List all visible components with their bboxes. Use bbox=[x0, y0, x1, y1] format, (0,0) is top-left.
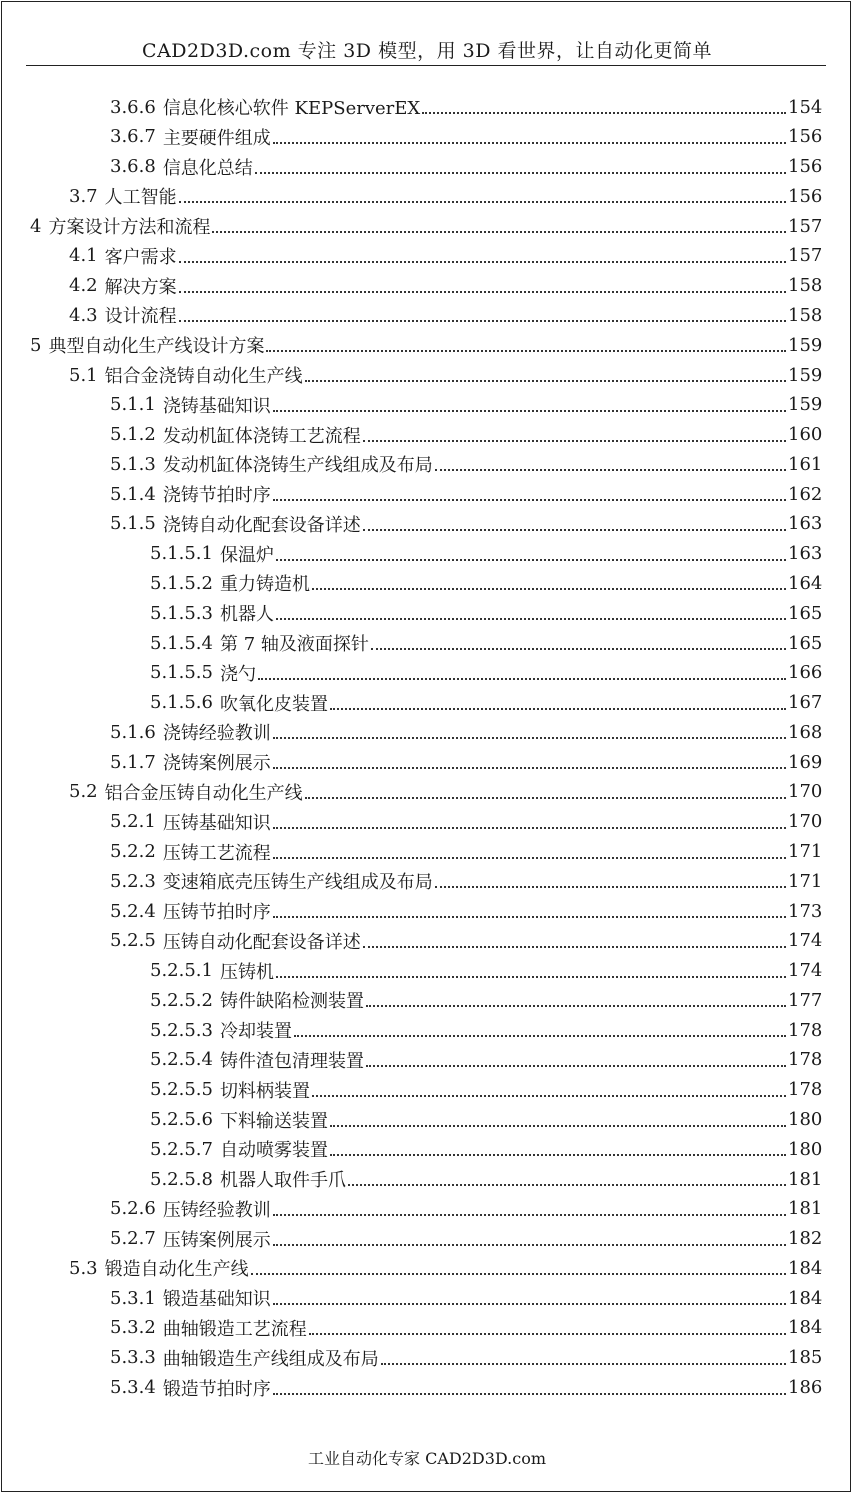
toc-dot-leader bbox=[366, 1049, 786, 1067]
toc-dot-leader bbox=[273, 394, 786, 412]
toc-dot-leader bbox=[255, 156, 786, 174]
page-footer: 工业自动化专家 CAD2D3D.com bbox=[307, 1449, 546, 1468]
toc-entry-page-number: 170 bbox=[788, 811, 823, 833]
toc-entry-title: 浇铸案例展示 bbox=[162, 753, 271, 775]
toc-entry-title: 变速箱底壳压铸生产线组成及布局 bbox=[162, 872, 433, 894]
toc-dot-leader bbox=[273, 721, 786, 739]
toc-entry-title: 方案设计方法和流程 bbox=[48, 217, 211, 239]
toc-entry-page-number: 178 bbox=[788, 1019, 823, 1041]
toc-entry-number: 5.2 bbox=[69, 781, 98, 803]
toc-entry-title: 浇铸经验教训 bbox=[162, 723, 271, 745]
toc-entry[interactable] bbox=[150, 985, 822, 1015]
toc-entry[interactable] bbox=[110, 837, 822, 867]
toc-entry[interactable] bbox=[69, 271, 822, 301]
toc-entry-number: 4 bbox=[30, 215, 42, 237]
toc-entry[interactable] bbox=[110, 1224, 822, 1254]
toc-entry[interactable] bbox=[110, 92, 822, 122]
toc-entry-title: 铸件渣包清理装置 bbox=[219, 1050, 364, 1072]
toc-entry[interactable] bbox=[110, 152, 822, 182]
toc-entry-page-number: 157 bbox=[788, 245, 823, 267]
toc-entry-number: 5.2.5.6 bbox=[150, 1109, 213, 1131]
toc-entry-page-number: 167 bbox=[788, 692, 823, 714]
toc-entry-title: 铝合金浇铸自动化生产线 bbox=[104, 366, 303, 388]
toc-entry-title: 下料输送装置 bbox=[219, 1110, 328, 1132]
toc-dot-leader bbox=[294, 1019, 786, 1037]
toc-entry-number: 5.2.5 bbox=[110, 930, 156, 952]
toc-entry-title: 曲轴锻造生产线组成及布局 bbox=[162, 1348, 379, 1370]
toc-entry[interactable] bbox=[150, 1075, 822, 1105]
toc-entry-page-number: 186 bbox=[788, 1377, 823, 1399]
toc-entry-number: 5.2.5.1 bbox=[150, 960, 213, 982]
toc-entry-page-number: 168 bbox=[788, 721, 823, 743]
toc-entry-page-number: 156 bbox=[788, 156, 823, 178]
toc-entry-title: 冷却装置 bbox=[219, 1021, 292, 1043]
toc-entry-number: 5.1.5.6 bbox=[150, 692, 213, 714]
toc-entry-title: 重力铸造机 bbox=[219, 574, 310, 596]
toc-dot-leader bbox=[422, 96, 786, 114]
toc-entry-number: 5.1.1 bbox=[110, 394, 156, 416]
toc-entry-title: 机器人取件手爪 bbox=[219, 1170, 346, 1192]
toc-entry[interactable] bbox=[110, 1373, 822, 1403]
toc-entry-title: 浇铸自动化配套设备详述 bbox=[162, 514, 361, 536]
toc-entry-page-number: 178 bbox=[788, 1049, 823, 1071]
toc-entry[interactable] bbox=[110, 122, 822, 152]
toc-entry-page-number: 162 bbox=[788, 483, 823, 505]
toc-entry-number: 5 bbox=[30, 334, 42, 356]
toc-entry-page-number: 163 bbox=[788, 513, 823, 535]
toc-entry-page-number: 165 bbox=[788, 602, 823, 624]
toc-entry-number: 5.1.5.1 bbox=[150, 543, 213, 565]
toc-entry-title: 浇铸基础知识 bbox=[162, 395, 271, 417]
page-header: CAD2D3D.com 专注 3D 模型，用 3D 看世界，让自动化更简单 bbox=[142, 40, 712, 62]
toc-dot-leader bbox=[273, 751, 786, 769]
toc-entry[interactable] bbox=[110, 717, 822, 747]
toc-dot-leader bbox=[363, 513, 786, 531]
toc-entry[interactable] bbox=[150, 658, 822, 688]
toc-entry-page-number: 171 bbox=[788, 870, 823, 892]
toc-entry-title: 典型自动化生产线设计方案 bbox=[48, 336, 265, 358]
toc-entry-page-number: 180 bbox=[788, 1138, 823, 1160]
toc-entry-title: 保温炉 bbox=[219, 544, 274, 566]
toc-dot-leader bbox=[251, 1257, 786, 1275]
toc-dot-leader bbox=[212, 215, 786, 233]
toc-entry[interactable] bbox=[150, 1105, 822, 1135]
toc-entry-title: 设计流程 bbox=[104, 306, 177, 328]
toc-entry-page-number: 184 bbox=[788, 1287, 823, 1309]
toc-dot-leader bbox=[273, 1377, 786, 1395]
toc-dot-leader bbox=[273, 900, 786, 918]
toc-entry-number: 4.2 bbox=[69, 275, 98, 297]
toc-entry[interactable] bbox=[150, 628, 822, 658]
toc-dot-leader bbox=[273, 1287, 786, 1305]
toc-entry-page-number: 185 bbox=[788, 1347, 823, 1369]
toc-entry[interactable] bbox=[69, 241, 822, 271]
toc-entry-page-number: 184 bbox=[788, 1257, 823, 1279]
toc-entry-number: 5.2.6 bbox=[110, 1198, 156, 1220]
toc-dot-leader bbox=[330, 1109, 786, 1127]
toc-dot-leader bbox=[366, 989, 786, 1007]
toc-dot-leader bbox=[330, 692, 786, 710]
toc-entry-page-number: 178 bbox=[788, 1079, 823, 1101]
toc-entry-page-number: 161 bbox=[788, 453, 823, 475]
toc-dot-leader bbox=[309, 1317, 786, 1335]
toc-entry-title: 解决方案 bbox=[104, 276, 177, 298]
toc-entry-number: 4.1 bbox=[69, 245, 98, 267]
toc-entry[interactable] bbox=[69, 1253, 822, 1283]
toc-entry-number: 5.3.2 bbox=[110, 1317, 156, 1339]
toc-entry-page-number: 156 bbox=[788, 126, 823, 148]
toc-dot-leader bbox=[273, 1228, 786, 1246]
toc-entry[interactable] bbox=[110, 420, 822, 450]
toc-entry-title: 压铸经验教训 bbox=[162, 1199, 271, 1221]
toc-entry[interactable] bbox=[110, 509, 822, 539]
toc-entry-page-number: 159 bbox=[788, 394, 823, 416]
toc-entry-page-number: 166 bbox=[788, 662, 823, 684]
toc-dot-leader bbox=[435, 870, 786, 888]
toc-entry-title: 压铸工艺流程 bbox=[162, 842, 271, 864]
toc-entry-title: 压铸案例展示 bbox=[162, 1229, 271, 1251]
toc-dot-leader bbox=[381, 1347, 786, 1365]
toc-dot-leader bbox=[276, 960, 786, 978]
toc-entry[interactable] bbox=[30, 211, 822, 241]
toc-entry-title: 自动喷雾装置 bbox=[219, 1140, 328, 1162]
toc-entry-page-number: 163 bbox=[788, 543, 823, 565]
toc-entry-number: 5.3.4 bbox=[110, 1377, 156, 1399]
toc-entry-page-number: 174 bbox=[788, 930, 823, 952]
toc-dot-leader bbox=[371, 632, 786, 650]
toc-entry-number: 5.1.5.4 bbox=[150, 632, 213, 654]
toc-entry[interactable] bbox=[110, 807, 822, 837]
toc-entry-number: 5.1.5 bbox=[110, 513, 156, 535]
toc-entry-title: 客户需求 bbox=[104, 246, 177, 268]
toc-entry-title: 主要硬件组成 bbox=[162, 127, 271, 149]
toc-entry[interactable] bbox=[110, 1313, 822, 1343]
toc-entry[interactable] bbox=[69, 360, 822, 390]
toc-entry-number: 5.2.1 bbox=[110, 811, 156, 833]
toc-entry-page-number: 180 bbox=[788, 1109, 823, 1131]
toc-dot-leader bbox=[273, 1198, 786, 1216]
toc-entry-title: 锻造节拍时序 bbox=[162, 1378, 271, 1400]
toc-dot-leader bbox=[330, 1138, 786, 1156]
toc-dot-leader bbox=[179, 245, 786, 263]
toc-entry-page-number: 159 bbox=[788, 364, 823, 386]
toc-entry[interactable] bbox=[110, 1194, 822, 1224]
toc-entry-number: 5.2.4 bbox=[110, 900, 156, 922]
toc-dot-leader bbox=[312, 572, 786, 590]
toc-entry-page-number: 173 bbox=[788, 900, 823, 922]
toc-entry[interactable] bbox=[150, 539, 822, 569]
toc-entry-title: 压铸节拍时序 bbox=[162, 902, 271, 924]
toc-entry-page-number: 182 bbox=[788, 1228, 823, 1250]
toc-dot-leader bbox=[179, 185, 786, 203]
toc-entry[interactable] bbox=[110, 866, 822, 896]
toc-dot-leader bbox=[179, 304, 786, 322]
toc-entry[interactable] bbox=[30, 330, 822, 360]
toc-entry[interactable] bbox=[69, 300, 822, 330]
toc-entry-page-number: 156 bbox=[788, 185, 823, 207]
toc-entry-title: 铝合金压铸自动化生产线 bbox=[104, 782, 303, 804]
toc-entry-title: 浇勺 bbox=[219, 663, 256, 685]
toc-entry-number: 5.1.5.2 bbox=[150, 572, 213, 594]
toc-entry-page-number: 169 bbox=[788, 751, 823, 773]
toc-dot-leader bbox=[266, 334, 786, 352]
toc-entry-title: 信息化总结 bbox=[162, 157, 253, 179]
toc-entry-number: 5.2.5.2 bbox=[150, 989, 213, 1011]
toc-entry-number: 5.2.5.5 bbox=[150, 1079, 213, 1101]
toc-entry-page-number: 177 bbox=[788, 989, 823, 1011]
toc-entry-page-number: 154 bbox=[788, 96, 823, 118]
toc-entry-title: 人工智能 bbox=[104, 187, 177, 209]
toc-dot-leader bbox=[179, 275, 786, 293]
toc-entry-number: 5.2.5.4 bbox=[150, 1049, 213, 1071]
toc-entry-number: 5.1.5.3 bbox=[150, 602, 213, 624]
toc-entry-title: 铸件缺陷检测装置 bbox=[219, 991, 364, 1013]
toc-entry-number: 5.3.3 bbox=[110, 1347, 156, 1369]
toc-entry-number: 5.1.6 bbox=[110, 721, 156, 743]
toc-entry-number: 5.2.2 bbox=[110, 841, 156, 862]
toc-entry-number: 5.1.2 bbox=[110, 424, 156, 446]
toc-entry[interactable] bbox=[150, 688, 822, 718]
toc-dot-leader bbox=[363, 930, 786, 948]
toc-entry-number: 4.3 bbox=[69, 304, 98, 326]
toc-entry[interactable] bbox=[150, 568, 822, 598]
toc-dot-leader bbox=[276, 543, 786, 561]
toc-entry-title: 压铸自动化配套设备详述 bbox=[162, 931, 361, 953]
toc-dot-leader bbox=[276, 602, 786, 620]
toc-entry-page-number: 160 bbox=[788, 424, 823, 446]
toc-entry-page-number: 174 bbox=[788, 960, 823, 982]
toc-entry[interactable] bbox=[150, 1164, 822, 1194]
toc-entry-title: 第 7 轴及液面探针 bbox=[219, 634, 369, 656]
toc-entry[interactable] bbox=[150, 1045, 822, 1075]
toc-entry-number: 5.2.3 bbox=[110, 870, 156, 892]
toc-entry[interactable] bbox=[110, 449, 822, 479]
toc-entry-page-number: 157 bbox=[788, 215, 823, 237]
toc-entry-number: 5.2.5.8 bbox=[150, 1168, 213, 1190]
toc-entry-title: 吹氧化皮装置 bbox=[219, 693, 328, 715]
toc-dot-leader bbox=[348, 1168, 786, 1186]
toc-dot-leader bbox=[273, 811, 786, 829]
toc-dot-leader bbox=[305, 781, 786, 799]
toc-entry[interactable] bbox=[150, 1134, 822, 1164]
toc-entry[interactable] bbox=[110, 896, 822, 926]
toc-entry-title: 机器人 bbox=[219, 604, 274, 626]
toc-entry-title: 发动机缸体浇铸生产线组成及布局 bbox=[162, 455, 433, 477]
toc-entry-number: 5.1.5.5 bbox=[150, 662, 213, 684]
toc-entry-number: 5.1.4 bbox=[110, 483, 156, 505]
toc-entry[interactable] bbox=[110, 1343, 822, 1373]
toc-entry-number: 5.2.7 bbox=[110, 1228, 156, 1250]
toc-entry-title: 信息化核心软件 KEPServerEX bbox=[162, 98, 421, 119]
toc-entry-title: 锻造自动化生产线 bbox=[104, 1259, 249, 1281]
toc-entry-page-number: 158 bbox=[788, 275, 823, 297]
toc-entry-number: 3.6.7 bbox=[110, 126, 156, 148]
toc-entry-number: 5.2.5.3 bbox=[150, 1019, 213, 1041]
toc-entry-number: 5.3 bbox=[69, 1257, 98, 1279]
toc-entry-title: 浇铸节拍时序 bbox=[162, 485, 271, 507]
toc-entry-number: 3.7 bbox=[69, 185, 98, 207]
toc-dot-leader bbox=[273, 126, 786, 144]
toc-entry[interactable] bbox=[110, 390, 822, 420]
toc-entry-title: 压铸机 bbox=[219, 961, 274, 983]
toc-entry-page-number: 181 bbox=[788, 1198, 823, 1220]
toc-entry[interactable] bbox=[110, 1283, 822, 1313]
toc-entry-page-number: 158 bbox=[788, 304, 823, 326]
toc-entry-title: 切料柄装置 bbox=[219, 1080, 310, 1102]
toc-entry-page-number: 159 bbox=[788, 334, 823, 356]
toc-entry-page-number: 170 bbox=[788, 781, 823, 803]
toc-entry[interactable] bbox=[110, 747, 822, 777]
toc-entry-number: 5.2.5.7 bbox=[150, 1138, 213, 1160]
toc-entry-title: 压铸基础知识 bbox=[162, 812, 271, 834]
toc-entry[interactable] bbox=[150, 956, 822, 986]
toc-entry-title: 曲轴锻造工艺流程 bbox=[162, 1318, 307, 1340]
toc-entry-number: 5.1.7 bbox=[110, 751, 156, 773]
toc-entry[interactable] bbox=[150, 598, 822, 628]
toc-entry-page-number: 164 bbox=[788, 572, 823, 594]
toc-entry-number: 5.3.1 bbox=[110, 1287, 156, 1309]
toc-dot-leader bbox=[363, 424, 786, 442]
toc-entry-number: 5.1 bbox=[69, 364, 98, 386]
toc-entry-title: 锻造基础知识 bbox=[162, 1289, 271, 1311]
toc-dot-leader bbox=[273, 483, 786, 501]
header-rule bbox=[26, 65, 826, 66]
toc-entry-title: 发动机缸体浇铸工艺流程 bbox=[162, 425, 361, 447]
toc-dot-leader bbox=[258, 662, 786, 680]
toc-dot-leader bbox=[435, 453, 786, 471]
toc-entry-number: 3.6.6 bbox=[110, 96, 156, 118]
toc-entry-page-number: 165 bbox=[788, 632, 823, 654]
toc-entry-number: 5.1.3 bbox=[110, 453, 156, 475]
toc-dot-leader bbox=[273, 841, 786, 859]
toc-entry-number: 3.6.8 bbox=[110, 156, 156, 178]
toc-entry[interactable] bbox=[69, 181, 822, 211]
toc-dot-leader bbox=[312, 1079, 786, 1097]
toc-entry[interactable] bbox=[110, 479, 822, 509]
toc-entry[interactable] bbox=[69, 777, 822, 807]
toc-dot-leader bbox=[305, 364, 786, 382]
toc-entry-page-number: 181 bbox=[788, 1168, 823, 1190]
toc-entry-page-number: 184 bbox=[788, 1317, 823, 1339]
toc-entry[interactable] bbox=[150, 1015, 822, 1045]
toc-entry[interactable] bbox=[110, 926, 822, 956]
toc-entry-page-number: 171 bbox=[788, 841, 823, 862]
